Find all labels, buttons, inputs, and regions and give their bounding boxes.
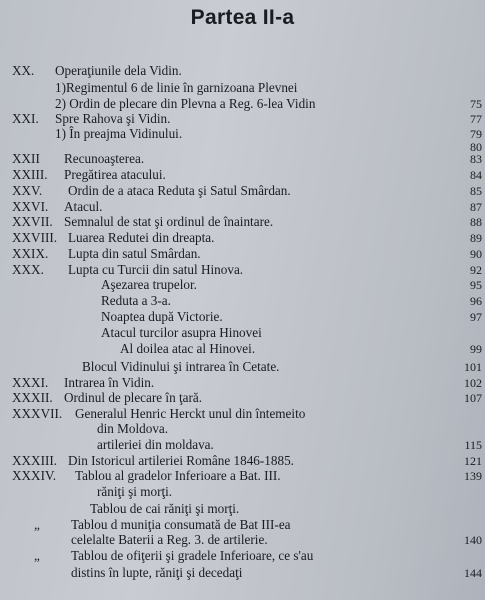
toc-page: 102	[464, 376, 482, 390]
toc-line	[0, 112, 485, 126]
toc-line	[0, 81, 485, 95]
toc-number: XXXIV.	[12, 468, 57, 483]
toc-title: Pregătirea atacului.	[64, 167, 166, 182]
toc-title: 1)Regimentul 6 de linie în garnizoana Plevnei	[55, 80, 298, 95]
toc-title: Reduta a 3-a.	[101, 293, 171, 308]
toc-line	[0, 533, 485, 547]
toc-page: 80	[470, 140, 482, 154]
toc-number: XXI.	[12, 111, 39, 126]
toc-title: Lupta cu Turcii din satul Hinova.	[68, 262, 244, 277]
toc-number: XXV.	[12, 183, 43, 198]
toc-title: răniţi şi morţi.	[97, 484, 173, 499]
toc-page: 89	[470, 231, 482, 245]
toc-number: XX.	[12, 63, 35, 78]
toc-title: celelalte Baterii a Reg. 3. de artilerie.	[71, 532, 268, 547]
toc-line	[0, 518, 485, 532]
toc-title: Tablou al gradelor Inferioare a Bat. III.	[75, 468, 281, 483]
toc-page: 84	[470, 168, 482, 182]
toc-page: 79	[470, 127, 482, 141]
page-title: Partea II-a	[190, 6, 295, 29]
toc-title: Operaţiunile dela Vidin.	[55, 63, 182, 78]
toc-page: 90	[470, 247, 482, 261]
toc-page: 87	[470, 200, 482, 214]
toc-line	[0, 422, 485, 436]
toc-page: 83	[470, 152, 482, 166]
toc-line	[0, 64, 485, 78]
toc-title: artileriei din moldava.	[97, 437, 214, 452]
toc-line	[0, 438, 485, 452]
toc-title: Ordinul de plecare în ţară.	[64, 390, 203, 405]
toc-line	[0, 326, 485, 340]
toc-title: Spre Rahova şi Vidin.	[55, 111, 171, 126]
toc-page: 121	[464, 454, 482, 468]
toc-line	[0, 566, 485, 580]
toc-page: 75	[470, 97, 482, 111]
toc-line	[0, 454, 485, 468]
toc-title: Din Istoricul artileriei Române 1846-1885.	[68, 453, 294, 468]
toc-line	[0, 549, 485, 563]
toc-title: Generalul Henric Herckt unul din întemeito	[75, 406, 306, 421]
toc-line	[0, 342, 485, 356]
toc-line	[0, 278, 485, 292]
toc-line	[0, 310, 485, 324]
toc-title: Tablou de ofiţerii şi gradele Inferioare, ce s'au	[71, 548, 314, 563]
toc-title: Atacul turcilor asupra Hinovei	[101, 325, 262, 340]
toc-number: XXVII.	[12, 214, 53, 229]
toc-title: Recunoaşterea.	[64, 151, 145, 166]
toc-line	[0, 263, 485, 277]
toc-title: Intrarea în Vidin.	[64, 375, 155, 390]
toc-line	[0, 231, 485, 245]
toc-page: 95	[470, 278, 482, 292]
toc-title: Tablou de cai răniţi şi morţi.	[90, 501, 240, 516]
toc-line	[0, 184, 485, 198]
toc-title: Semnalul de stat şi ordinul de înaintare.	[64, 214, 274, 229]
toc-line	[0, 469, 485, 483]
toc-title: din Moldova.	[97, 421, 169, 436]
toc-number: „	[34, 517, 40, 532]
toc-number: „	[34, 548, 40, 563]
toc-line	[0, 391, 485, 405]
toc-title: Tablou d muniţia consumată de Bat III-ea	[71, 517, 291, 532]
toc-page: 97	[470, 310, 482, 324]
toc-number: XXXII.	[12, 390, 53, 405]
toc-title: Noaptea după Victorie.	[101, 309, 223, 324]
toc-line	[0, 168, 485, 182]
toc-number: XXIII.	[12, 167, 48, 182]
toc-page: 139	[464, 469, 482, 483]
toc-page: 85	[470, 184, 482, 198]
toc-line	[0, 502, 485, 516]
toc-line	[0, 247, 485, 261]
toc-page: 77	[470, 112, 482, 126]
toc-title: Luarea Redutei din dreapta.	[68, 230, 215, 245]
toc-title: distins în lupte, răniţi şi decedaţi	[71, 565, 243, 580]
toc-title: Lupta din satul Smârdan.	[68, 246, 201, 261]
toc-line	[0, 127, 485, 141]
toc-number: XXX.	[12, 262, 44, 277]
toc-line	[0, 215, 485, 229]
toc-line	[0, 376, 485, 390]
toc-title: 2) Ordin de plecare din Plevna a Reg. 6-lea Vidin	[55, 96, 316, 111]
toc-page: 140	[464, 533, 482, 547]
toc-number: XXVIII.	[12, 230, 58, 245]
toc-page: 107	[464, 391, 482, 405]
toc-line	[0, 152, 485, 166]
toc-page: 96	[470, 294, 482, 308]
toc-number: XXXIII.	[12, 453, 58, 468]
toc-number: XXXVII.	[12, 406, 63, 421]
toc-number: XXIX.	[12, 246, 49, 261]
toc-page: 92	[470, 263, 482, 277]
toc-page: 115	[464, 438, 482, 452]
toc-page: 101	[464, 360, 482, 374]
toc-number: XXII	[12, 151, 40, 166]
toc-title: 1) În preajma Vidinului.	[55, 126, 183, 141]
toc-title: Atacul.	[64, 199, 103, 214]
toc-page: 144	[464, 566, 482, 580]
toc-title: Aşezarea trupelor.	[101, 277, 197, 292]
toc-line	[0, 294, 485, 308]
toc-number: XXVI.	[12, 199, 49, 214]
toc-line	[0, 407, 485, 421]
toc-line	[0, 485, 485, 499]
toc-title: Al doilea atac al Hinovei.	[120, 341, 256, 356]
toc-line	[0, 97, 485, 111]
toc-page: 99	[470, 342, 482, 356]
toc-number: XXXI.	[12, 375, 49, 390]
toc-line	[0, 360, 485, 374]
toc-title: Ordin de a ataca Reduta şi Satul Smârdan.	[68, 183, 291, 198]
toc-line	[0, 200, 485, 214]
toc-page: 88	[470, 215, 482, 229]
toc-title: Blocul Vidinului şi intrarea în Cetate.	[82, 359, 280, 374]
